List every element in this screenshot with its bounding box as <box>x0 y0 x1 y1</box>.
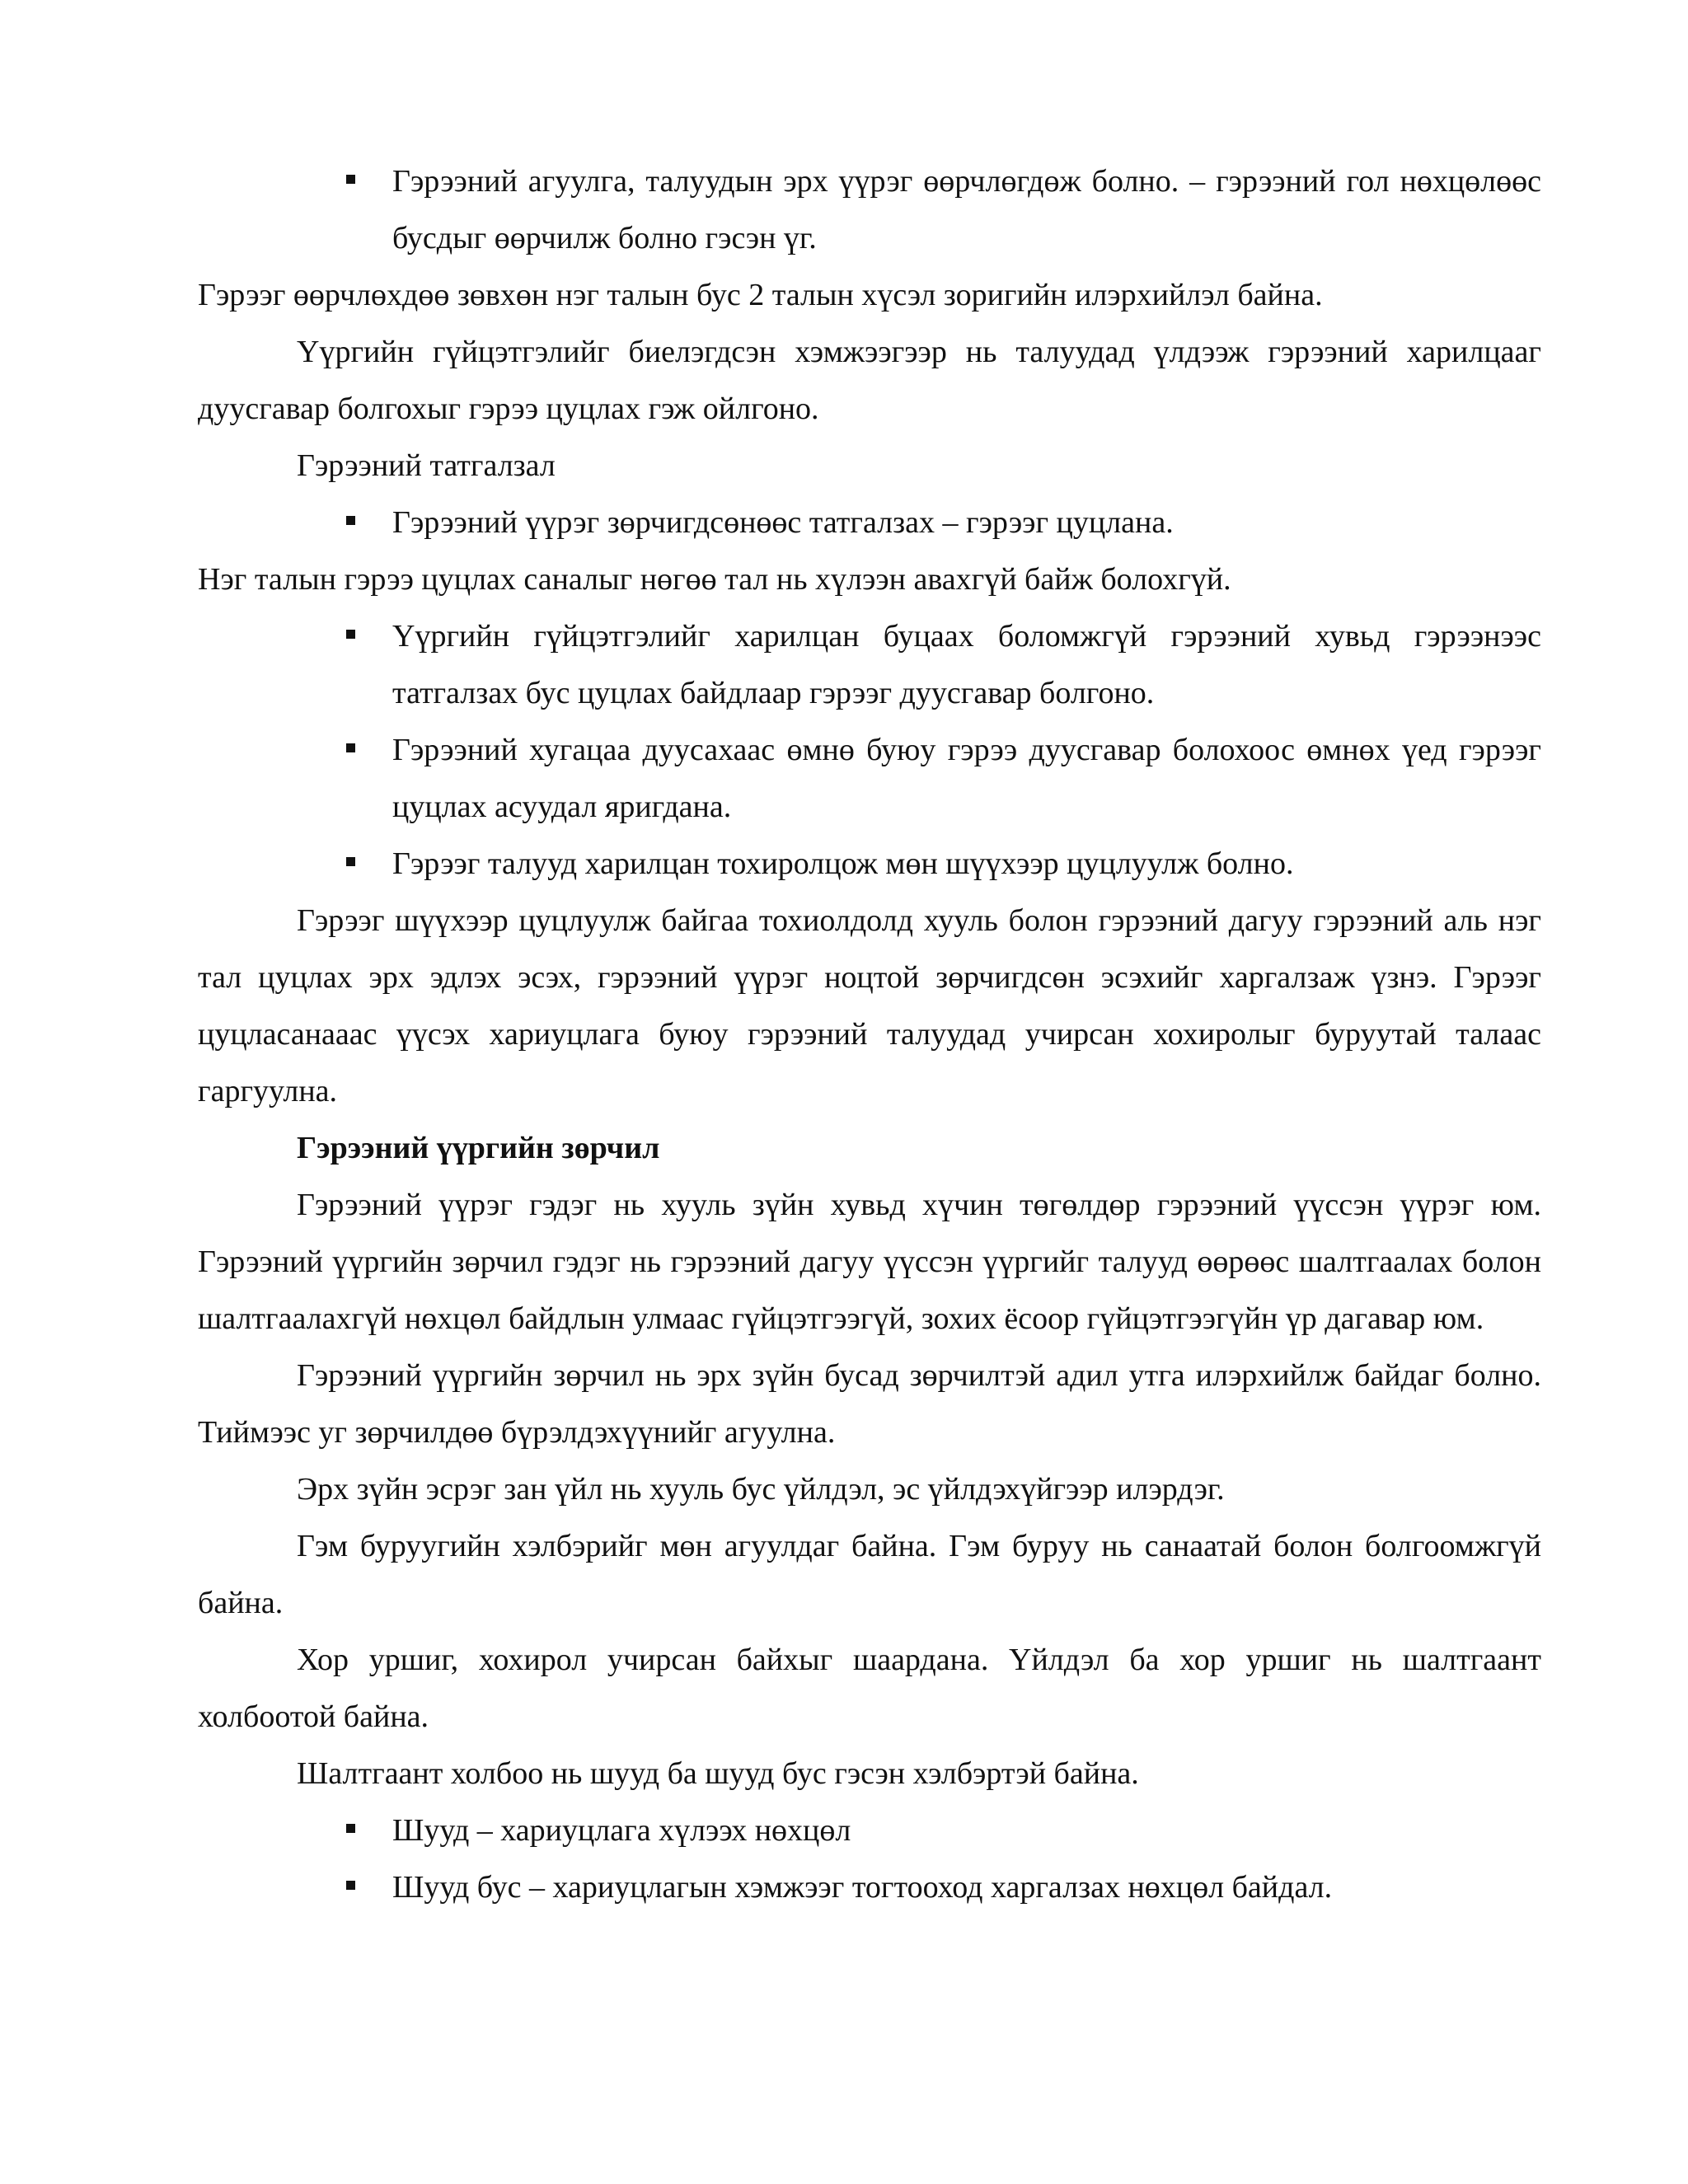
paragraph: Гэрээний үүрэг гэдэг нь хууль зүйн хувьд хүчин төгөлдөр гэрээний үүссэн үүрэг юм. Гэрээний үүргийн зөрчил гэдэг нь гэрээний дагуу үүссэн үүргийг талууд өөрөөс шалтгаалах болон шалтгаалахгүй нөхцөл байдлын улмаас гүйцэтгээгүй, зохих ёсоор гүйцэтгээгүйн үр дагавар юм. <box>198 1188 1541 1336</box>
bullet-item: Шууд бус – хариуцлагын хэмжээг тогтооход харгалзах нөхцөл байдал. <box>198 1859 1541 1916</box>
square-bullet-icon <box>346 1824 355 1833</box>
bullet-item: Гэрээг талууд харилцан тохиролцож мөн шүүхээр цуцлуулж болно. <box>198 836 1541 893</box>
square-bullet-icon <box>346 857 355 866</box>
paragraph: Үүргийн гүйцэтгэлийг биелэгдсэн хэмжээгээр нь талуудад үлдээж гэрээний харилцааг дуусгавар болгохыг гэрээ цуцлах гэж ойлгоно. <box>198 335 1541 426</box>
square-bullet-icon <box>346 743 355 752</box>
paragraph: Гэрээг өөрчлөхдөө зөвхөн нэг талын бус 2 талын хүсэл зоригийн илэрхийлэл байна. <box>198 278 1323 312</box>
paragraph: Гэрээний үүргийн зөрчил нь эрх зүйн бусад зөрчилтэй адил утга илэрхийлж байдаг болно. Тиймээс уг зөрчилдөө бүрэлдэхүүнийг агуулна. <box>198 1358 1541 1450</box>
bullet-list <box>198 1802 1541 1916</box>
paragraph: Гэрээг шүүхээр цуцлуулж байгаа тохиолдолд хууль болон гэрээний дагуу гэрээний аль нэг тал цуцлах эрх эдлэх эсэх, гэрээний үүрэг ноцтой зөрчигдсөн эсэхийг харгалзаж үзнэ. Гэрээг цуцласанааас үүсэх хариуцлага буюу гэрээний талуудад учирсан хохиролыг буруутай талаас гаргуулна. <box>198 903 1541 1108</box>
square-bullet-icon <box>346 1881 355 1890</box>
bullet-item: Гэрээний агуулга, талуудын эрх үүрэг өөрчлөгдөж болно. – гэрээний гол нөхцөлөөс бусдыг өөрчилж болно гэсэн үг. <box>198 153 1541 267</box>
paragraph: Хор уршиг, хохирол учирсан байхыг шаардана. Үйлдэл ба хор уршиг нь шалтгаант холбоотой байна. <box>198 1643 1541 1734</box>
bullet-item: Шууд – хариуцлага хүлээх нөхцөл <box>198 1802 1541 1859</box>
paragraph: Гэрээний татгалзал <box>297 448 556 483</box>
bullet-item: Гэрээний хугацаа дуусахаас өмнө буюу гэрээ дуусгавар болохоос өмнөх үед гэрээг цуцлах асуудал яригдана. <box>198 722 1541 836</box>
paragraph: Гэм буруугийн хэлбэрийг мөн агуулдаг байна. Гэм буруу нь санаатай болон болгоомжгүй байна. <box>198 1529 1541 1620</box>
square-bullet-icon <box>346 175 355 184</box>
bullet-list <box>198 494 1541 551</box>
document-page <box>198 153 1541 1916</box>
paragraph: Эрх зүйн эсрэг зан үйл нь хууль бус үйлдэл, эс үйлдэхүйгээр илэрдэг. <box>297 1472 1225 1507</box>
paragraph: Нэг талын гэрээ цуцлах саналыг нөгөө тал нь хүлээн авахгүй байж болохгүй. <box>198 562 1231 597</box>
square-bullet-icon <box>346 516 355 525</box>
bullet-item: Үүргийн гүйцэтгэлийг харилцан буцаах боломжгүй гэрээний хувьд гэрээнээс татгалзах бус цуцлах байдлаар гэрээг дуусгавар болгоно. <box>198 608 1541 722</box>
paragraph: Шалтгаант холбоо нь шууд ба шууд бус гэсэн хэлбэртэй байна. <box>297 1756 1139 1791</box>
square-bullet-icon <box>346 630 355 639</box>
section-heading: Гэрээний үүргийн зөрчил <box>297 1131 660 1165</box>
bullet-list <box>198 153 1541 267</box>
bullet-item: Гэрээний үүрэг зөрчигдсөнөөс татгалзах – гэрээг цуцлана. <box>198 494 1541 551</box>
bullet-list <box>198 608 1541 893</box>
